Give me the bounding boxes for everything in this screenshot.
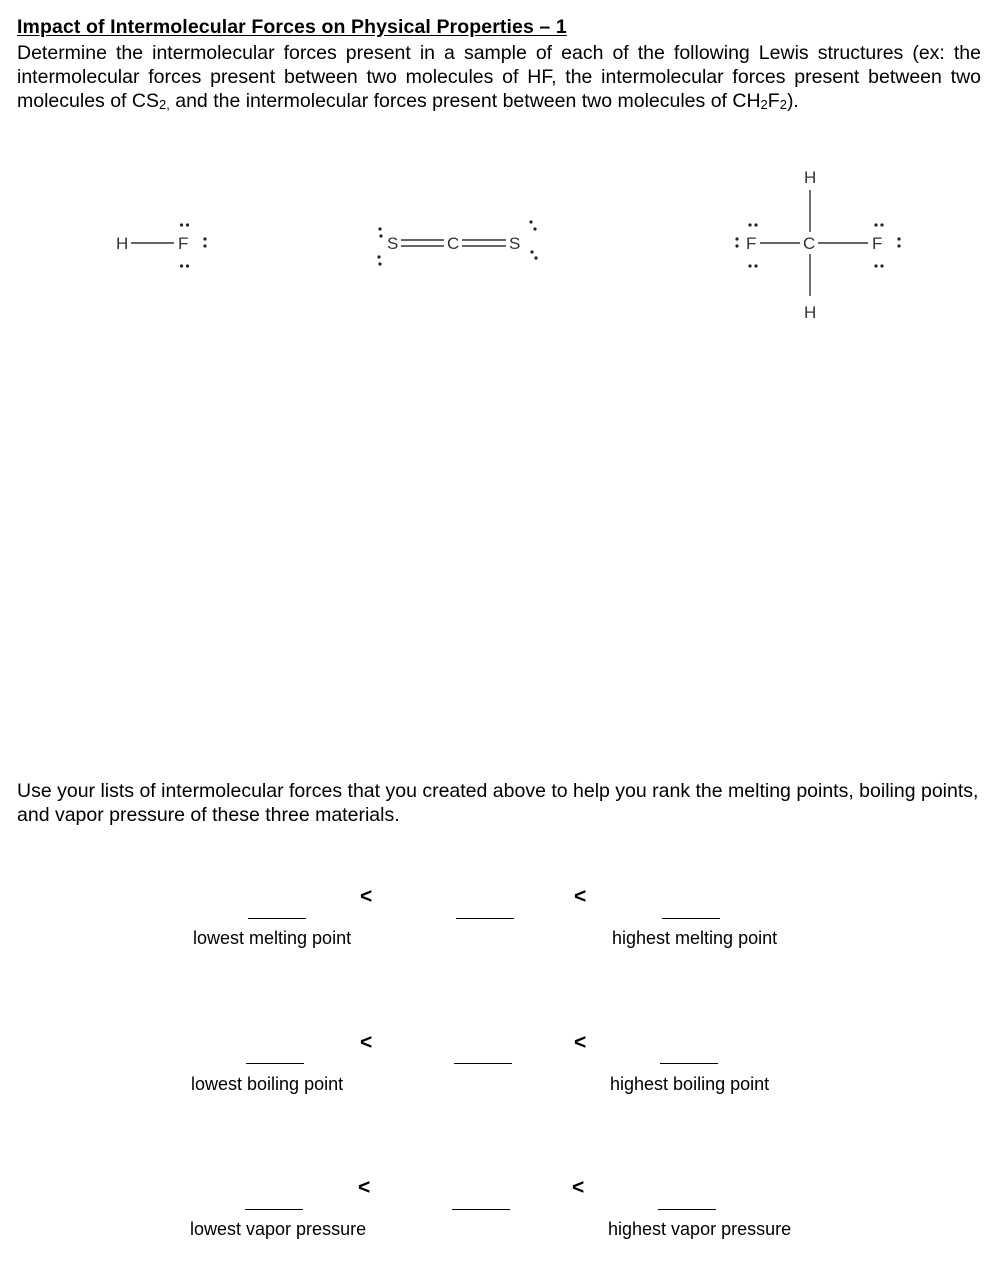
less-than-symbol: <: [574, 1031, 587, 1054]
answer-blank-high[interactable]: [658, 1209, 716, 1210]
atom-h: H: [116, 234, 129, 253]
answer-blank-high[interactable]: [660, 1063, 718, 1064]
instructions-paragraph: [17, 41, 981, 113]
subscript-f2: 2: [779, 97, 787, 112]
less-than-symbol: <: [572, 1176, 585, 1199]
less-than-symbol: <: [360, 1031, 373, 1054]
less-than-symbol: <: [360, 885, 373, 908]
atom-f-right: F: [872, 234, 883, 253]
atom-c: C: [803, 234, 816, 253]
subscript-h2: 2: [760, 97, 768, 112]
atom-s-right: S: [509, 234, 521, 253]
atom-c: C: [447, 234, 460, 253]
answer-blank-mid[interactable]: [456, 918, 514, 919]
atom-h-bottom: H: [804, 303, 817, 322]
label-highest-boiling-point: highest boiling point: [610, 1074, 770, 1094]
instructions-text-4: ).: [786, 90, 799, 112]
answer-blank-high[interactable]: [662, 918, 720, 919]
lewis-cs2: [377, 220, 537, 265]
lewis-hf: [116, 223, 207, 267]
ranking-instructions: Use your lists of intermolecular forces that you created above to help you rank the melting points, boiling points, and vapor pressure of these three materials.: [17, 780, 979, 826]
atom-h-top: H: [804, 168, 817, 187]
subscript-cs2: 2,: [158, 97, 170, 112]
label-lowest-boiling-point: lowest boiling point: [191, 1074, 344, 1094]
atom-f-left: F: [746, 234, 757, 253]
instructions-text-1: Determine the intermolecular forces present in a sample of each of the following Lewis structures (ex: the intermolecular forces present between two molecules of HF, the intermolecular forces present between two molecules of CS: [17, 42, 981, 112]
instructions-text-2: and the intermolecular forces present between two molecules of CH: [169, 90, 761, 112]
lewis-structures: [0, 150, 986, 330]
atom-s-left: S: [387, 234, 399, 253]
lewis-ch2f2: [735, 168, 900, 322]
answer-blank-mid[interactable]: [452, 1209, 510, 1210]
page-title: Impact of Intermolecular Forces on Physical Properties – 1: [17, 16, 567, 38]
less-than-symbol: <: [574, 885, 587, 908]
label-lowest-vapor-pressure: lowest vapor pressure: [190, 1219, 367, 1239]
answer-blank-low[interactable]: [248, 918, 306, 919]
atom-f: F: [178, 234, 189, 253]
answer-blank-low[interactable]: [245, 1209, 303, 1210]
answer-blank-mid[interactable]: [454, 1063, 512, 1064]
instructions-text-3: F: [767, 90, 780, 112]
label-lowest-melting-point: lowest melting point: [193, 928, 352, 948]
label-highest-melting-point: highest melting point: [612, 928, 778, 948]
label-highest-vapor-pressure: highest vapor pressure: [608, 1219, 792, 1239]
less-than-symbol: <: [358, 1176, 371, 1199]
answer-blank-low[interactable]: [246, 1063, 304, 1064]
